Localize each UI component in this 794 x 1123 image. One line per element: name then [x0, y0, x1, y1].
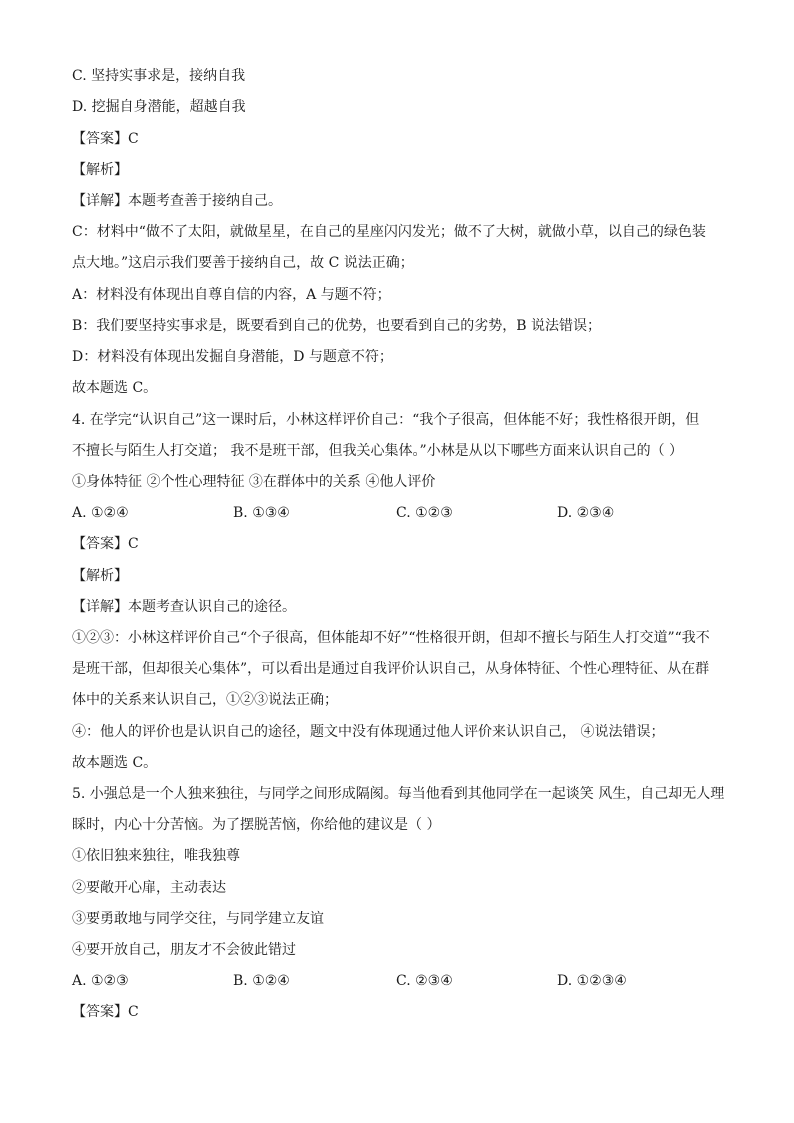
- analysis-label: 【解析】: [72, 162, 128, 178]
- option-d: D. 挖掘自身潜能，超越自我: [72, 99, 246, 115]
- question-5-option-c: C. ②③④: [396, 973, 453, 989]
- explanation-c-line1: C：材料中“做不了太阳，就做星星，在自己的星座闪闪发光；做不了大树，就做小草，以自己的绿色装: [72, 224, 706, 240]
- question-4-stem-line2: 不擅长与陌生人打交道； 我不是班干部，但我关心集体。”小林是从以下哪些方面来认识自己的（ ）: [72, 443, 684, 459]
- question-4-option-a: A. ①②④: [72, 505, 129, 521]
- question-5-stem-line1: 5. 小强总是一个人独来独往，与同学之间形成隔阂。每当他看到其他同学在一起谈笑 风生，自己却无人理: [72, 786, 725, 802]
- explanation-b: B：我们要坚持实事求是，既要看到自己的优势，也要看到自己的劣势，B 说法错误；: [72, 318, 602, 334]
- explanation-line2: 是班干部，但却很关心集体”，可以看出是通过自我评价认识自己，从身体特征、个性心理特征、从在群: [72, 661, 710, 677]
- detail-line: 【详解】本题考查善于接纳自己。: [72, 193, 282, 209]
- question-5-option-b: B. ①②④: [233, 973, 290, 989]
- conclusion: 故本题选 C。: [72, 755, 158, 771]
- answer-label: 【答案】C: [72, 131, 139, 147]
- detail-line: 【详解】本题考查认识自己的途径。: [72, 599, 296, 615]
- explanation-line1: ①②③：小林这样评价自己“个子很高，但体能却不好”“性格很开朗，但却不擅长与陌生人打交道”“我不: [72, 630, 710, 646]
- explanation-a: A：材料没有体现出自尊自信的内容，A 与题不符；: [72, 287, 391, 303]
- question-4-items: ①身体特征 ②个性心理特征 ③在群体中的关系 ④他人评价: [72, 474, 436, 490]
- question-5-item-4: ④要开放自己，朋友才不会彼此错过: [72, 942, 296, 958]
- question-4-option-d: D. ②③④: [557, 505, 615, 521]
- answer-label: 【答案】C: [72, 1004, 139, 1020]
- analysis-label: 【解析】: [72, 568, 128, 584]
- answer-label: 【答案】C: [72, 536, 139, 552]
- conclusion: 故本题选 C。: [72, 380, 158, 396]
- question-5-option-d: D. ①②③④: [557, 973, 627, 989]
- question-4-option-c: C. ①②③: [396, 505, 453, 521]
- question-4-stem-line1: 4. 在学完“认识自己”这一课时后，小林这样评价自己：“我个子很高，但体能不好；我性格很开朗，但: [72, 412, 700, 428]
- question-5-option-a: A. ①②③: [72, 973, 129, 989]
- option-c: C. 坚持实事求是，接纳自我: [72, 68, 246, 84]
- explanation-line4: ④：他人的评价也是认识自己的途径，题文中没有体现通过他人评价来认识自己， ④说法错误；: [72, 724, 665, 740]
- explanation-c-line2: 点大地。”这启示我们要善于接纳自己，故 C 说法正确；: [72, 255, 414, 271]
- question-5-item-3: ③要勇敢地与同学交往，与同学建立友谊: [72, 911, 324, 927]
- explanation-line3: 体中的关系来认识自己，①②③说法正确；: [72, 692, 338, 708]
- question-5-item-2: ②要敞开心扉，主动表达: [72, 880, 226, 896]
- explanation-d: D：材料没有体现出发掘自身潜能，D 与题意不符；: [72, 349, 393, 365]
- question-5-item-1: ①依旧独来独往，唯我独尊: [72, 848, 240, 864]
- question-4-option-b: B. ①③④: [233, 505, 290, 521]
- question-5-stem-line2: 睬时，内心十分苦恼。为了摆脱苦恼，你给他的建议是（ ）: [72, 817, 441, 833]
